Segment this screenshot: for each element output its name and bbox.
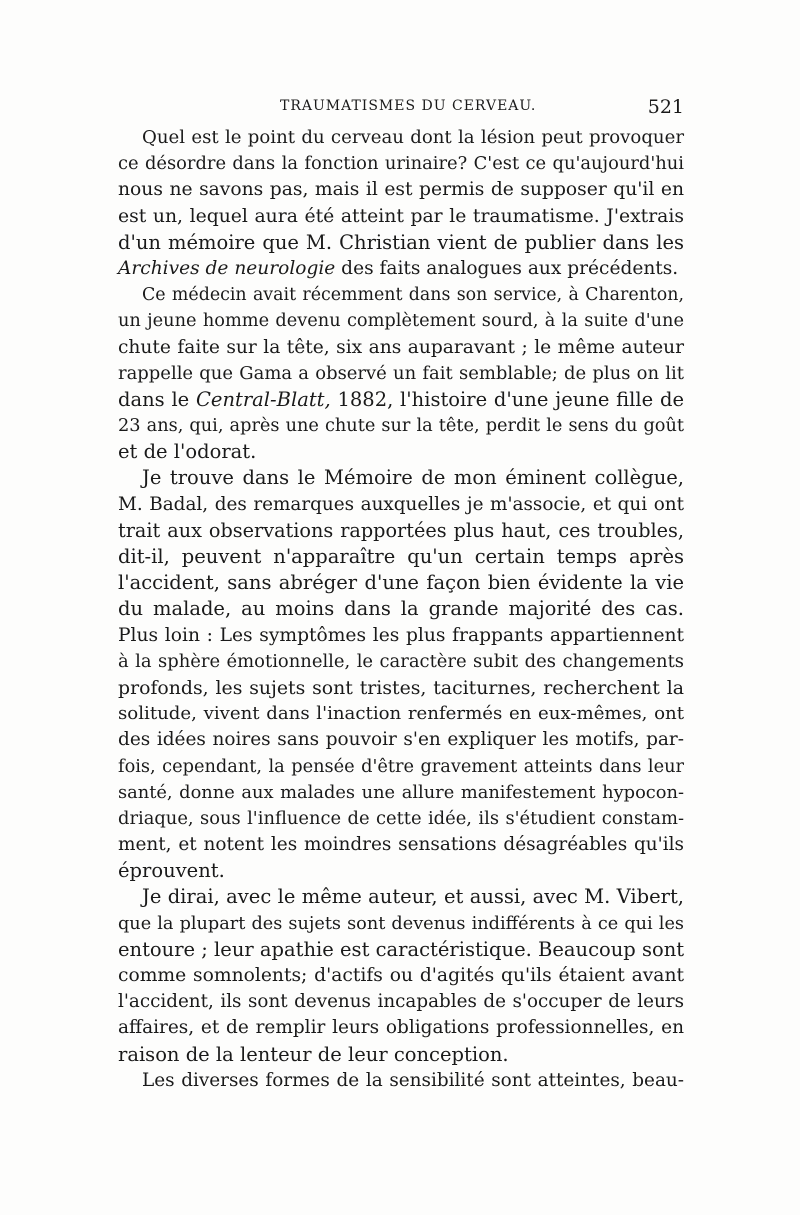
- text-line: et de l'odorat.: [118, 440, 257, 464]
- text-segment: des faits analogues aux précédents.: [335, 257, 679, 279]
- text-line: l'accident, ils sont devenus incapables de s'occuper de leurs: [118, 991, 684, 1013]
- text-line: solitude, vivent dans l'inaction renfermés en eux-mêmes, ont: [118, 703, 684, 725]
- text-line: Quel est le point du cerveau dont la lésion peut provoquer: [142, 127, 684, 148]
- text-line: fois, cependant, la pensée d'être gravement atteints dans leur: [118, 756, 684, 777]
- text-line: dit-il, peuvent n'apparaître qu'un certain temps après: [118, 545, 684, 568]
- paragraph: [118, 465, 684, 884]
- text-line: des idées noires sans pouvoir s'en expliquer les motifs, par-: [118, 729, 684, 751]
- text-line: que la plupart des sujets sont devenus indifférents à ce qui les: [118, 913, 684, 934]
- text-segment: dans le: [118, 387, 196, 411]
- paragraph: [118, 125, 684, 282]
- journal-title: Central-Blatt,: [196, 387, 331, 411]
- text-line: trait aux observations rapportées plus haut, ces troubles,: [118, 518, 684, 542]
- text-line: [118, 387, 684, 413]
- text-line: Plus loin : Les symptômes les plus frappants appartiennent: [118, 624, 684, 646]
- text-line: 23 ans, qui, après une chute sur la tête, perdit le sens du goût: [118, 416, 684, 437]
- text-segment: 1882, l'histoire d'une jeune fille de: [330, 387, 684, 411]
- text-line: raison de la lenteur de leur conception.: [118, 1042, 509, 1066]
- text-line: driaque, sous l'influence de cette idée, ils s'étudient constam-: [118, 807, 684, 829]
- text-line: nous ne savons pas, mais il est permis de supposer qu'il en: [118, 179, 684, 201]
- page-header: [118, 96, 684, 118]
- text-line: Je dirai, avec le même auteur, et aussi, avec M. Vibert,: [142, 885, 684, 909]
- text-line: d'un mémoire que M. Christian vient de publier dans les: [118, 230, 684, 254]
- page-number: 521: [647, 96, 684, 118]
- paragraph: [118, 884, 684, 1067]
- text-line: ce désordre dans la fonction urinaire? C'est ce qu'aujourd'hui: [118, 153, 684, 175]
- text-line: santé, donne aux malades une allure manifestement hypocon-: [118, 781, 684, 803]
- text-line: M. Badal, des remarques auxquelles je m'associe, et qui ont: [118, 493, 684, 515]
- paragraph: [118, 282, 684, 465]
- text-line: Ce médecin avait récemment dans son service, à Charenton,: [142, 285, 684, 306]
- text-line: à la sphère émotionnelle, le caractère subit des changements: [118, 650, 684, 672]
- text-line: rappelle que Gama a observé un fait semblable; de plus on lit: [118, 362, 684, 384]
- text-line: est un, lequel aura été atteint par le traumatisme. J'extrais: [118, 205, 684, 227]
- text-line: ment, et notent les moindres sensations désagréables qu'ils: [118, 834, 684, 856]
- text-line: [118, 256, 684, 282]
- paragraph: [118, 1068, 684, 1094]
- text-line: Les diverses formes de la sensibilité sont atteintes, beau-: [142, 1069, 684, 1091]
- text-line: affaires, et de remplir leurs obligations professionnelles, en: [118, 1017, 684, 1039]
- text-line: Je trouve dans le Mémoire de mon éminent collègue,: [142, 466, 684, 490]
- text-line: du malade, au moins dans la grande majorité des cas.: [118, 597, 684, 621]
- text-line: chute faite sur la tête, six ans auparavant ; le même auteur: [118, 336, 684, 358]
- text-line: un jeune homme devenu complètement sourd, à la suite d'une: [118, 311, 684, 332]
- text-line: l'accident, sans abréger d'une façon bien évidente la vie: [118, 571, 684, 595]
- text-line: entoure ; leur apathie est caractéristique. Beaucoup sont: [118, 937, 685, 961]
- text-line: comme somnolents; d'actifs ou d'agités qu'ils étaient avant: [118, 965, 684, 986]
- journal-title: Archives de neurologie: [118, 257, 336, 279]
- text-line: éprouvent.: [118, 859, 225, 883]
- running-title: TRAUMATISMES DU CERVEAU.: [280, 98, 537, 114]
- text-line: profonds, les sujets sont tristes, taciturnes, recherchent la: [118, 676, 684, 699]
- body-text: [118, 125, 684, 1094]
